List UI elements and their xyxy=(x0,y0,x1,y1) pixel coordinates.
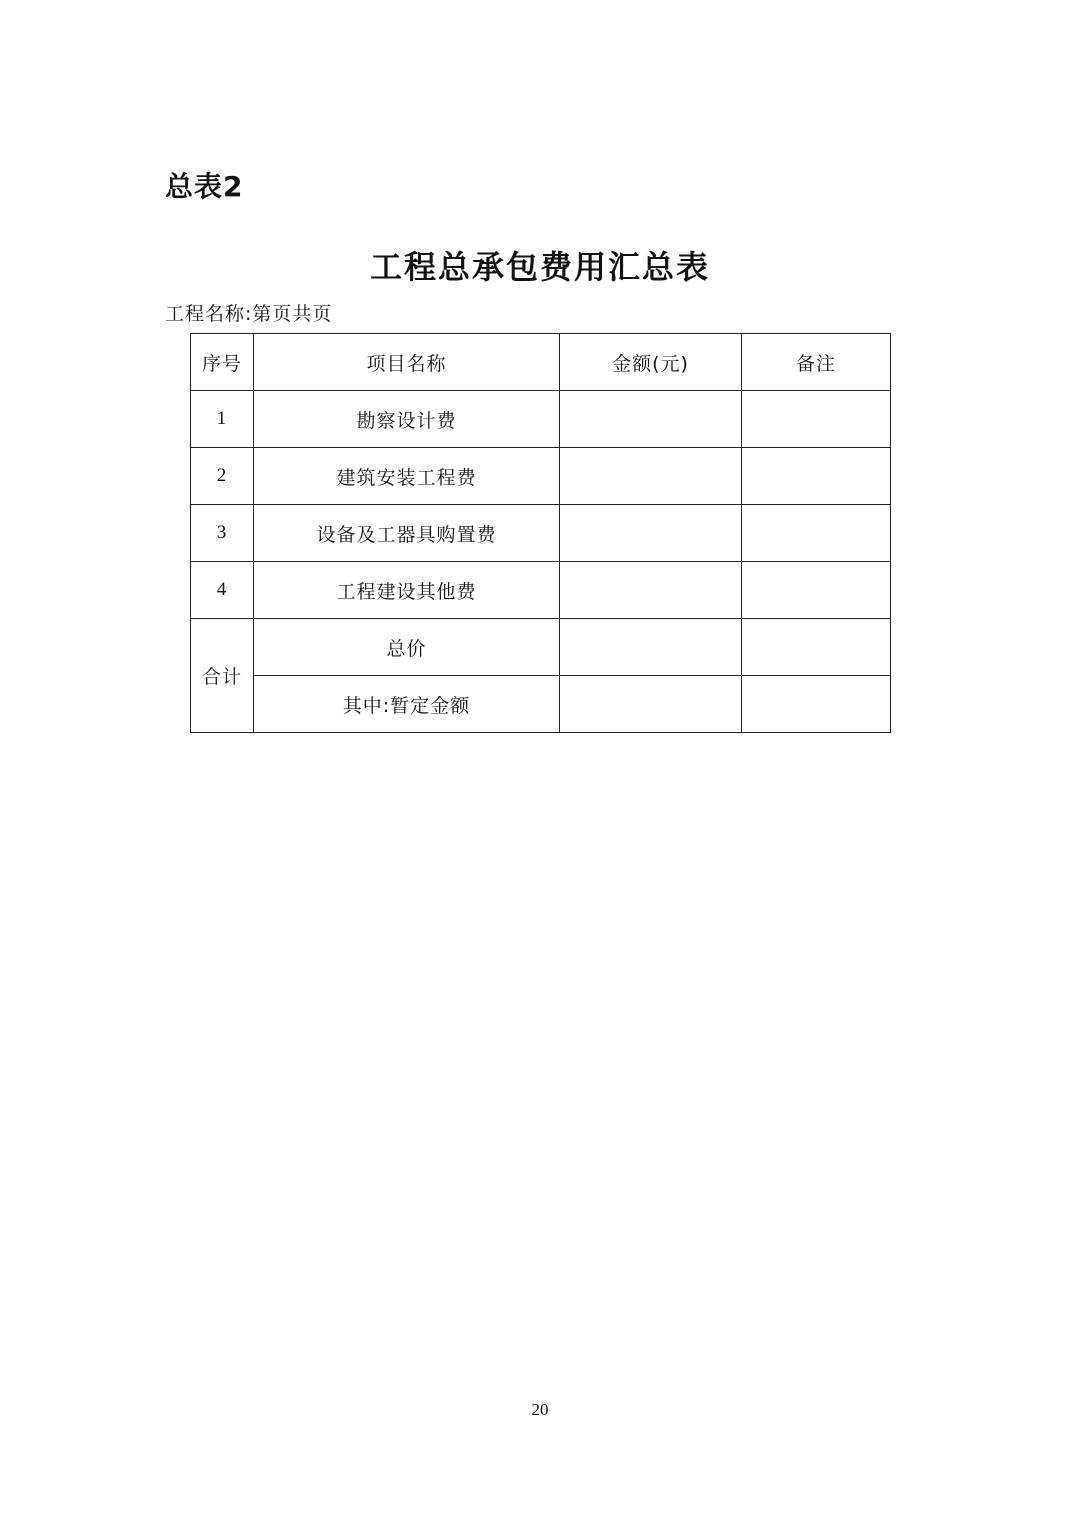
provisional-row xyxy=(191,676,891,733)
header-item-name: 项目名称 xyxy=(254,334,560,391)
page-number: 20 xyxy=(531,1400,549,1419)
row-item-name: 设备及工器具购置费 xyxy=(254,505,560,562)
provisional-amount xyxy=(560,676,742,733)
total-remark xyxy=(742,619,891,676)
header-serial-no: 序号 xyxy=(191,334,254,391)
cost-summary-table xyxy=(190,333,891,733)
row-amount xyxy=(560,448,742,505)
row-amount xyxy=(560,562,742,619)
total-label: 合计 xyxy=(191,619,254,733)
provisional-remark xyxy=(742,676,891,733)
total-amount xyxy=(560,619,742,676)
document-title: 工程总承包费用汇总表 xyxy=(369,248,710,286)
row-item-name: 建筑安装工程费 xyxy=(254,448,560,505)
row-serial-no: 4 xyxy=(191,562,254,619)
table-row xyxy=(191,505,891,562)
row-remark xyxy=(742,391,891,448)
total-item-name: 总价 xyxy=(254,619,560,676)
provisional-item-name: 其中:暂定金额 xyxy=(254,676,560,733)
project-name-line: 工程名称:第页共页 xyxy=(165,303,333,325)
row-serial-no: 3 xyxy=(191,505,254,562)
document-label: 总表2 xyxy=(165,170,244,203)
table-row xyxy=(191,391,891,448)
row-serial-no: 1 xyxy=(191,391,254,448)
row-remark xyxy=(742,562,891,619)
row-amount xyxy=(560,391,742,448)
row-item-name: 工程建设其他费 xyxy=(254,562,560,619)
row-serial-no: 2 xyxy=(191,448,254,505)
header-remark: 备注 xyxy=(742,334,891,391)
table-header-row xyxy=(191,334,891,391)
row-amount xyxy=(560,505,742,562)
table-row xyxy=(191,448,891,505)
table-row xyxy=(191,562,891,619)
row-remark xyxy=(742,448,891,505)
row-item-name: 勘察设计费 xyxy=(254,391,560,448)
total-row xyxy=(191,619,891,676)
header-amount: 金额(元) xyxy=(560,334,742,391)
row-remark xyxy=(742,505,891,562)
